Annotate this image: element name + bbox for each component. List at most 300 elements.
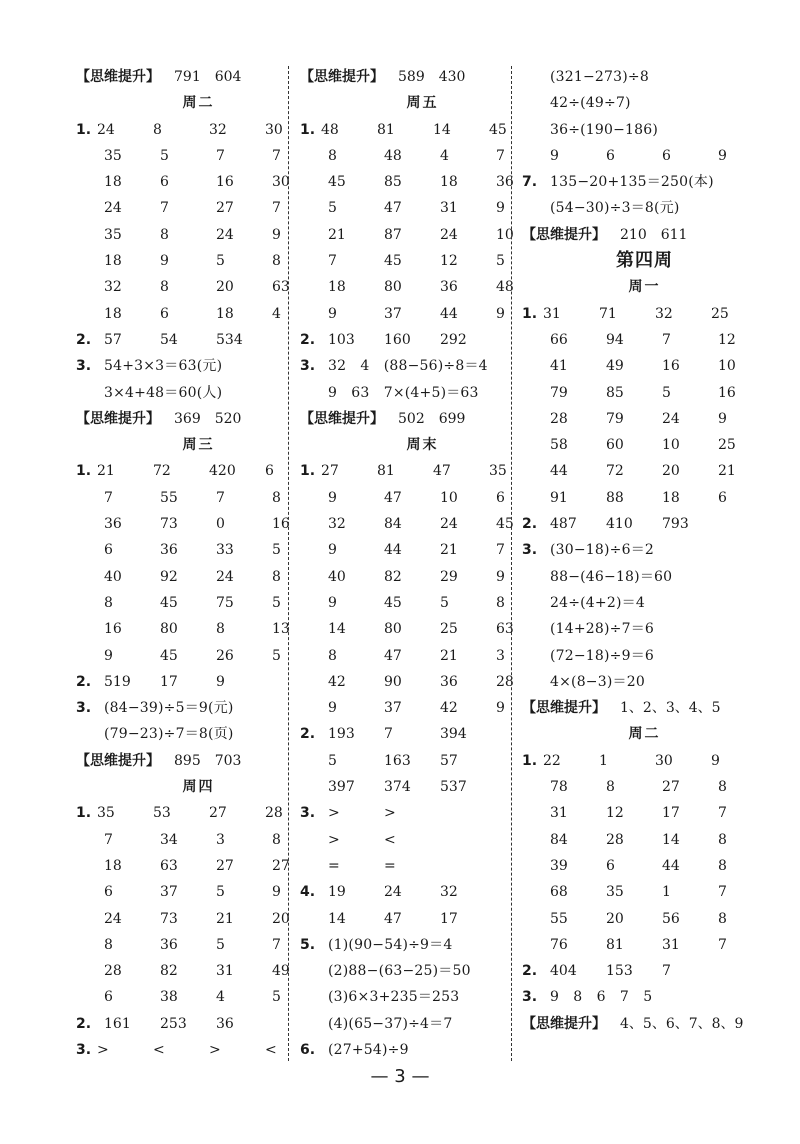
- answer-cell: 7: [216, 147, 225, 164]
- thinking-label: 【思维提升】: [522, 700, 606, 717]
- answer-cells: [550, 485, 774, 511]
- thinking-line: [522, 222, 767, 248]
- answer-cell: 3: [496, 647, 505, 664]
- answer-row: [76, 643, 321, 669]
- answer-row: [76, 800, 321, 826]
- expression-row: [76, 380, 321, 406]
- answer-cells: [104, 222, 328, 248]
- answer-cell: 44: [440, 305, 458, 322]
- answer-cells: [104, 853, 328, 879]
- thinking-line: [522, 1011, 767, 1037]
- answer-row: [76, 616, 321, 642]
- expression-row: [300, 984, 545, 1010]
- answer-cell: 24: [440, 516, 458, 533]
- answer-cell: 31: [543, 305, 561, 322]
- answer-row: [522, 143, 767, 169]
- answer-row: [76, 906, 321, 932]
- answer-cell: 21: [216, 910, 234, 927]
- expression-text: 9 63 7×(4+5)＝63: [328, 384, 479, 401]
- question-number: 2.: [522, 516, 538, 533]
- answer-cell: 24: [97, 121, 115, 138]
- answer-cell: 25: [711, 305, 729, 322]
- expression-text: 42÷(49÷7): [550, 95, 631, 112]
- answer-cell: 44: [384, 542, 402, 559]
- answer-cell: 6: [104, 884, 113, 901]
- thinking-value: 4、5、6、7、8、9: [620, 1015, 744, 1032]
- answer-cells: [550, 800, 774, 826]
- answer-cell: 7: [272, 936, 281, 953]
- answer-cell: 534: [216, 331, 243, 348]
- answer-cell: 1: [662, 884, 671, 901]
- answer-row: [76, 248, 321, 274]
- answer-row: [76, 853, 321, 879]
- answer-cell: 80: [384, 279, 402, 296]
- answer-row: [522, 511, 767, 537]
- answer-row: [76, 669, 321, 695]
- expression-text: (30−18)÷6＝2: [550, 542, 655, 559]
- answer-cell: 81: [377, 121, 395, 138]
- answer-cell: 28: [550, 410, 568, 427]
- answer-row: [76, 327, 321, 353]
- answer-cell: 161: [104, 1015, 131, 1032]
- answer-cell: 16: [272, 516, 290, 533]
- answer-cell: 47: [384, 647, 402, 664]
- answer-cell: 0: [216, 516, 225, 533]
- answer-cells: [328, 248, 552, 274]
- thinking-value: 895: [174, 752, 201, 769]
- answer-cell: 85: [384, 174, 402, 191]
- question-number: 2.: [522, 963, 538, 980]
- answer-cell: >: [328, 805, 340, 822]
- thinking-label: 【思维提升】: [300, 69, 384, 85]
- answer-cell: 24: [384, 884, 402, 901]
- answer-row: [522, 380, 767, 406]
- expression-row: [76, 695, 321, 721]
- answer-cell: 30: [265, 121, 283, 138]
- answer-row: [300, 222, 545, 248]
- answer-cell: 48: [384, 147, 402, 164]
- answer-cell: 20: [606, 910, 624, 927]
- answer-cell: 29: [440, 568, 458, 585]
- thinking-line: [76, 64, 321, 90]
- answer-cell: <: [265, 1041, 277, 1058]
- answer-cell: 22: [543, 752, 561, 769]
- day-heading: 周二: [182, 95, 215, 112]
- answer-cell: 420: [209, 463, 236, 480]
- answer-cells: [104, 932, 328, 958]
- question-number: 1.: [522, 752, 538, 769]
- question-number: 2.: [76, 331, 92, 348]
- answer-cell: 4: [216, 989, 225, 1006]
- answer-cells: [328, 643, 552, 669]
- answer-cell: 18: [104, 857, 122, 874]
- answer-row: [76, 1011, 321, 1037]
- answer-cell: 7: [272, 147, 281, 164]
- answer-cell: 12: [718, 331, 736, 348]
- question-number: 2.: [76, 1015, 92, 1032]
- answer-cells: [104, 1011, 272, 1037]
- question-number: 1.: [76, 805, 92, 822]
- week-heading: 第四周: [616, 250, 673, 272]
- answer-cell: 45: [384, 253, 402, 270]
- answer-cell: 16: [718, 384, 736, 401]
- answer-cells: [550, 932, 774, 958]
- answer-cell: 31: [550, 805, 568, 822]
- answer-row: [300, 143, 545, 169]
- thinking-line: [76, 748, 321, 774]
- answer-row: [76, 485, 321, 511]
- answer-cell: 394: [440, 726, 467, 743]
- thinking-value: 1、2、3、4、5: [620, 700, 721, 717]
- expression-text: 24÷(4+2)＝4: [550, 594, 645, 611]
- answer-cell: 80: [384, 621, 402, 638]
- thinking-value: 604: [214, 69, 242, 85]
- answer-cells: [104, 143, 328, 169]
- answer-cell: 153: [606, 963, 633, 980]
- answer-cell: 404: [550, 963, 577, 980]
- answer-cell: 5: [496, 253, 505, 270]
- expression-text: 135−20+135＝250(本): [550, 174, 714, 191]
- answer-cell: 53: [153, 805, 171, 822]
- answer-cell: 84: [550, 831, 568, 848]
- answer-cell: 12: [606, 805, 624, 822]
- answer-cell: 7: [718, 884, 727, 901]
- answer-row: [300, 195, 545, 221]
- answer-cell: 92: [160, 568, 178, 585]
- answer-cell: 45: [496, 516, 514, 533]
- answer-row: [300, 748, 545, 774]
- expression-row: [522, 669, 767, 695]
- answer-row: [76, 458, 321, 484]
- answer-cell: 81: [606, 936, 624, 953]
- answer-row: [300, 695, 545, 721]
- answer-cell: 6: [606, 857, 615, 874]
- answer-row: [522, 301, 767, 327]
- answer-cells: [104, 984, 328, 1010]
- answer-row: [300, 458, 545, 484]
- answer-cells: [104, 195, 328, 221]
- answer-cell: 10: [662, 437, 680, 454]
- answer-cell: 28: [496, 673, 514, 690]
- answer-cell: 10: [718, 358, 736, 375]
- answer-cell: 84: [384, 516, 402, 533]
- answer-cell: 82: [384, 568, 402, 585]
- answer-cells: [328, 827, 440, 853]
- answer-row: [300, 169, 545, 195]
- answer-cell: 21: [97, 463, 115, 480]
- answer-cell: 160: [384, 331, 411, 348]
- answer-cell: 8: [718, 779, 727, 796]
- answer-cell: 24: [104, 200, 122, 217]
- answer-cell: 36: [440, 279, 458, 296]
- answer-cell: 8: [718, 857, 727, 874]
- thinking-label: 【思维提升】: [76, 752, 160, 769]
- answer-cell: 5: [272, 542, 281, 559]
- answer-cell: 31: [440, 200, 458, 217]
- answer-cell: 32: [440, 884, 458, 901]
- expression-text: (321−273)÷8: [550, 69, 649, 85]
- answer-row: [300, 853, 545, 879]
- day-heading: 周四: [182, 779, 215, 796]
- answer-cells: [328, 853, 440, 879]
- answer-cell: 31: [216, 963, 234, 980]
- answer-cell: 8: [328, 647, 337, 664]
- answer-cell: 79: [606, 410, 624, 427]
- answer-cell: 35: [97, 805, 115, 822]
- answer-row: [300, 669, 545, 695]
- answer-cell: 9: [496, 568, 505, 585]
- answer-cell: 31: [662, 936, 680, 953]
- expression-row: [76, 353, 321, 379]
- answer-cell: 36: [496, 174, 514, 191]
- thinking-value: 589: [398, 69, 425, 85]
- answer-cell: 34: [160, 831, 178, 848]
- answer-cell: 57: [440, 752, 458, 769]
- answer-cell: 5: [272, 647, 281, 664]
- thinking-value: 611: [660, 226, 688, 243]
- answer-row: [76, 958, 321, 984]
- expression-row: [522, 90, 767, 116]
- answer-cells: [328, 143, 552, 169]
- answer-cell: 3: [216, 831, 225, 848]
- answer-cell: 75: [216, 594, 234, 611]
- answer-cell: 80: [160, 621, 178, 638]
- answer-cell: 18: [662, 489, 680, 506]
- expression-row: [76, 721, 321, 747]
- answer-cell: 33: [216, 542, 234, 559]
- answer-cell: 24: [662, 410, 680, 427]
- answer-cells: [104, 616, 328, 642]
- answer-cell: 7: [718, 936, 727, 953]
- answer-cell: 40: [104, 568, 122, 585]
- answer-cell: 8: [718, 910, 727, 927]
- answer-row: [300, 800, 545, 826]
- answer-row: [300, 117, 545, 143]
- answer-cell: 36: [440, 673, 458, 690]
- answer-row: [76, 537, 321, 563]
- answer-row: [76, 143, 321, 169]
- answer-cell: 45: [160, 594, 178, 611]
- answer-cell: =: [328, 857, 340, 874]
- answer-cell: 519: [104, 673, 131, 690]
- thinking-value: 210: [620, 226, 647, 243]
- answer-cell: 20: [216, 279, 234, 296]
- answer-cell: 18: [440, 174, 458, 191]
- question-number: 6.: [300, 1041, 316, 1058]
- answer-row: [76, 984, 321, 1010]
- answer-cell: 8: [104, 936, 113, 953]
- answer-cells: [550, 458, 774, 484]
- answer-cell: 8: [104, 594, 113, 611]
- answer-cell: 8: [160, 279, 169, 296]
- answer-cell: 5: [216, 884, 225, 901]
- answer-cell: 24: [216, 568, 234, 585]
- answer-cell: 66: [550, 331, 568, 348]
- answer-cell: 35: [104, 147, 122, 164]
- question-number: 2.: [300, 726, 316, 743]
- answer-cell: 4: [272, 305, 281, 322]
- answer-cell: 9: [328, 489, 337, 506]
- answer-cell: 8: [272, 568, 281, 585]
- thinking-label: 【思维提升】: [522, 1015, 606, 1032]
- answer-cell: 63: [496, 621, 514, 638]
- expression-text: (27+54)÷9: [328, 1041, 409, 1058]
- expression-text: 54+3×3＝63(元): [104, 358, 223, 375]
- answer-cells: [328, 537, 552, 563]
- answer-cells: [104, 827, 328, 853]
- expression-text: 9 8 6 7 5: [550, 989, 653, 1006]
- answer-cell: 32: [104, 279, 122, 296]
- expression-row: [522, 564, 767, 590]
- answer-cell: 14: [662, 831, 680, 848]
- answer-cell: 36: [104, 516, 122, 533]
- answer-cells: [328, 748, 496, 774]
- answer-cells: [328, 774, 496, 800]
- answer-cell: 25: [718, 437, 736, 454]
- thinking-label: 【思维提升】: [76, 69, 160, 85]
- thinking-line: [300, 64, 545, 90]
- answer-row: [76, 511, 321, 537]
- answer-cell: 60: [606, 437, 624, 454]
- answer-cells: [104, 169, 328, 195]
- answer-row: [300, 248, 545, 274]
- answer-row: [522, 879, 767, 905]
- answer-cell: 1: [599, 752, 608, 769]
- answer-row: [76, 222, 321, 248]
- answer-cell: 88: [606, 489, 624, 506]
- day-heading: 周五: [406, 95, 439, 112]
- answer-cell: 90: [384, 673, 402, 690]
- answer-cells: [328, 195, 552, 221]
- answer-cells: [328, 222, 552, 248]
- question-number: 1.: [76, 463, 92, 480]
- answer-cell: 10: [496, 226, 514, 243]
- answer-row: [300, 537, 545, 563]
- answer-row: [300, 301, 545, 327]
- answer-cell: 7: [718, 805, 727, 822]
- answer-cell: 45: [328, 174, 346, 191]
- column-divider: [288, 66, 289, 1061]
- answer-cell: 6: [160, 174, 169, 191]
- answer-row: [76, 169, 321, 195]
- day-heading: 周三: [182, 437, 215, 454]
- answer-row: [300, 564, 545, 590]
- answer-cell: 8: [328, 147, 337, 164]
- answer-cell: 24: [216, 226, 234, 243]
- answer-cell: <: [384, 831, 396, 848]
- answer-cell: 6: [496, 489, 505, 506]
- answer-cells: [550, 380, 774, 406]
- answer-cells: [104, 485, 328, 511]
- answer-cell: 6: [104, 542, 113, 559]
- question-number: 3.: [300, 805, 316, 822]
- answer-row: [76, 195, 321, 221]
- answer-cell: 13: [272, 621, 290, 638]
- answer-cell: 57: [104, 331, 122, 348]
- answer-cells: [328, 485, 552, 511]
- answer-cell: 72: [153, 463, 171, 480]
- answer-cell: 82: [160, 963, 178, 980]
- answer-cell: 20: [272, 910, 290, 927]
- answer-cell: 6: [265, 463, 274, 480]
- answer-row: [522, 432, 767, 458]
- answer-cells: [550, 853, 774, 879]
- answer-cells: [550, 511, 718, 537]
- answer-cell: 24: [104, 910, 122, 927]
- answer-cell: 5: [160, 147, 169, 164]
- answer-row: [522, 748, 767, 774]
- question-number: 1.: [300, 121, 316, 138]
- question-number: 7.: [522, 174, 538, 191]
- answer-cell: 55: [160, 489, 178, 506]
- expression-text: (54−30)÷3＝8(元): [550, 200, 680, 217]
- answer-row: [300, 327, 545, 353]
- answer-cell: 4: [440, 147, 449, 164]
- day-heading: 周末: [406, 437, 439, 454]
- answer-cell: 9: [328, 700, 337, 717]
- answer-cell: 793: [662, 516, 689, 533]
- answer-cell: 47: [384, 200, 402, 217]
- answer-cell: 5: [662, 384, 671, 401]
- answer-cell: 27: [272, 857, 290, 874]
- answer-cells: [328, 616, 552, 642]
- expression-text: (14+28)÷7＝6: [550, 621, 655, 638]
- answer-cells: [104, 906, 328, 932]
- answer-row: [300, 721, 545, 747]
- answer-cell: 91: [550, 489, 568, 506]
- answer-cell: 48: [496, 279, 514, 296]
- answer-cell: 14: [328, 910, 346, 927]
- answer-cells: [550, 774, 774, 800]
- thinking-value: 369: [174, 410, 201, 427]
- day-heading: 周一: [628, 279, 661, 296]
- answer-cell: 10: [440, 489, 458, 506]
- answer-cell: 28: [606, 831, 624, 848]
- answer-cell: 81: [377, 463, 395, 480]
- expression-row: [522, 643, 767, 669]
- answer-row: [522, 327, 767, 353]
- answer-cell: 537: [440, 779, 467, 796]
- answer-cell: 35: [606, 884, 624, 901]
- expression-row: [300, 1037, 545, 1063]
- answer-cells: [328, 879, 496, 905]
- answer-cells: [104, 248, 328, 274]
- answer-cell: 7: [160, 200, 169, 217]
- thinking-value: 430: [438, 69, 466, 85]
- answer-cell: 19: [328, 884, 346, 901]
- answer-cell: 42: [328, 673, 346, 690]
- answer-cell: 72: [606, 463, 624, 480]
- answer-cells: [328, 274, 552, 300]
- thinking-line: [76, 406, 321, 432]
- answer-cell: 94: [606, 331, 624, 348]
- answer-cell: 12: [440, 253, 458, 270]
- answer-cell: 9: [328, 305, 337, 322]
- answer-cell: 6: [718, 489, 727, 506]
- answer-row: [76, 117, 321, 143]
- answer-cell: 40: [328, 568, 346, 585]
- answer-cell: 56: [662, 910, 680, 927]
- answer-cells: [328, 327, 496, 353]
- answer-cell: 45: [160, 647, 178, 664]
- answer-cell: 73: [160, 516, 178, 533]
- expression-row: [522, 169, 767, 195]
- answer-cell: 6: [662, 147, 671, 164]
- answer-cell: 27: [209, 805, 227, 822]
- answer-cell: 48: [321, 121, 339, 138]
- expression-row: [300, 353, 545, 379]
- answer-cells: [104, 669, 272, 695]
